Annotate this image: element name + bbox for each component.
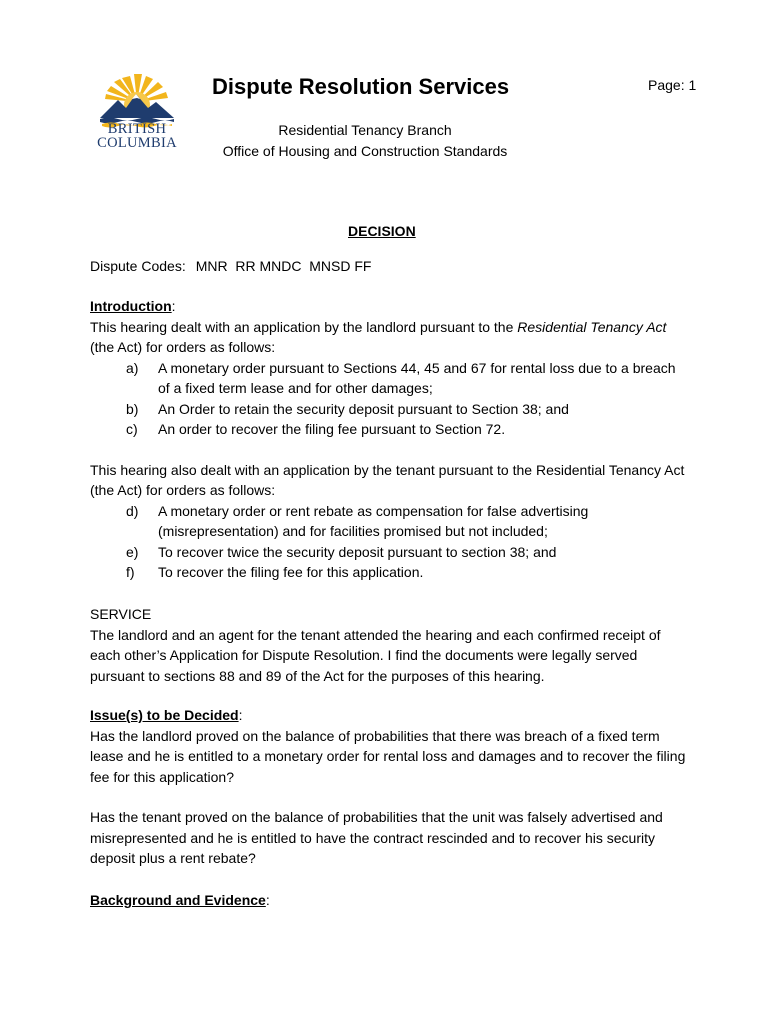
tenant-application-text: This hearing also dealt with an application by the tenant pursuant to the Residential Tenancy Act (the Act) for orders as follows: (90, 461, 685, 498)
service-heading: SERVICE (90, 606, 152, 622)
dispute-codes: Dispute Codes: MNR RR MNDC MNSD FF (90, 258, 372, 274)
branch-name: Residential Tenancy Branch (278, 122, 452, 138)
introduction-section: Introduction: This hearing dealt with an application by the landlord pursuant to the Residential Tenancy Act (the Act) for orders as follows: a) A monetary order pursuant to Sections 44, 45 and 67 for rental loss due to a breach of a fixed term lease and for other damages; b) An Order to retain the security deposit pursuant to Section 38; and c) An order to recover the filing fee pursuant to Section 72. This hearing also dealt with an application by the tenant pursuant to the Residential Tenancy Act (the Act) for orders as follows: d) A monetary order or rent rebate as compensation for false advertising (misrepresentation) and for facilities promised but not included; e) To recover twice the security deposit pursuant to section 38; and f) To recover the filing fee for this application. (90, 296, 690, 583)
sun-mountains-icon (92, 72, 182, 128)
dispute-codes-label: Dispute Codes (90, 258, 182, 274)
list-item: c) An order to recover the filing fee pursuant to Section 72. (126, 421, 506, 437)
issues-section: Issue(s) to be Decided: Has the landlord proved on the balance of probabilities that there was breach of a fixed term lease and he is entitled to a monetary order for rental loss and damages and to recover the filing fee for this application? Has the tenant proved on the balance of probabilities that the unit was falsely advertised and misrepresented and he is entitled to have the contract rescinded and to recover his security deposit plus a rent rebate? (90, 705, 690, 869)
list-item: d) A monetary order or rent rebate as compensation for false advertising (misrepresentation) and for facilities promised but not included; (126, 502, 589, 539)
page-number: Page: 1 (648, 77, 697, 93)
landlord-orders-list (90, 358, 690, 440)
bc-logo (92, 72, 182, 156)
issues-landlord-text: Has the landlord proved on the balance of probabilities that there was breach of a fixed term lease and he is entitled to a monetary order for rental loss and damages and to recover the filing fee for this application? (90, 727, 686, 785)
list-item: a) A monetary order pursuant to Sections 44, 45 and 67 for rental loss due to a breach of a fixed term lease and for other damages; (126, 359, 676, 396)
list-item: b) An Order to retain the security deposit pursuant to Section 38; and (126, 400, 569, 417)
background-section: Background and Evidence: (90, 892, 270, 908)
decision-heading: DECISION (348, 223, 416, 239)
issues-heading: Issue(s) to be Decided (90, 707, 239, 723)
list-item: f) To recover the filing fee for this application. (126, 564, 424, 580)
logo-text-british: BRITISH (107, 121, 167, 137)
logo-text-columbia: COLUMBIA (97, 135, 177, 151)
service-section (90, 604, 690, 686)
issues-tenant-text: Has the tenant proved on the balance of probabilities that the unit was falsely advertised and misrepresented and he is entitled to have the contract rescinded and to recover his security deposit plus a rent rebate? (90, 809, 663, 866)
background-heading: Background and Evidence (90, 892, 266, 908)
page-title: Dispute Resolution Services (212, 74, 510, 99)
landlord-application-text: This hearing dealt with an application by the landlord pursuant to the Residential Tenancy Act (the Act) for orders as follows: (90, 318, 667, 355)
tenant-orders-list (90, 501, 690, 583)
dispute-codes-value: MNR RR MNDC MNSD FF (195, 258, 372, 274)
list-item: e) To recover twice the security deposit pursuant to section 38; and (126, 543, 557, 560)
introduction-heading: Introduction (90, 298, 172, 314)
subtitle (212, 120, 518, 162)
office-name: Office of Housing and Construction Standards (222, 143, 508, 159)
service-text: The landlord and an agent for the tenant attended the hearing and each confirmed receipt of each other’s Application for Dispute Resolution. I find the documents were legally served pursuant to sections 88 and 89 of the Act for the purposes of this hearing. (90, 626, 661, 684)
